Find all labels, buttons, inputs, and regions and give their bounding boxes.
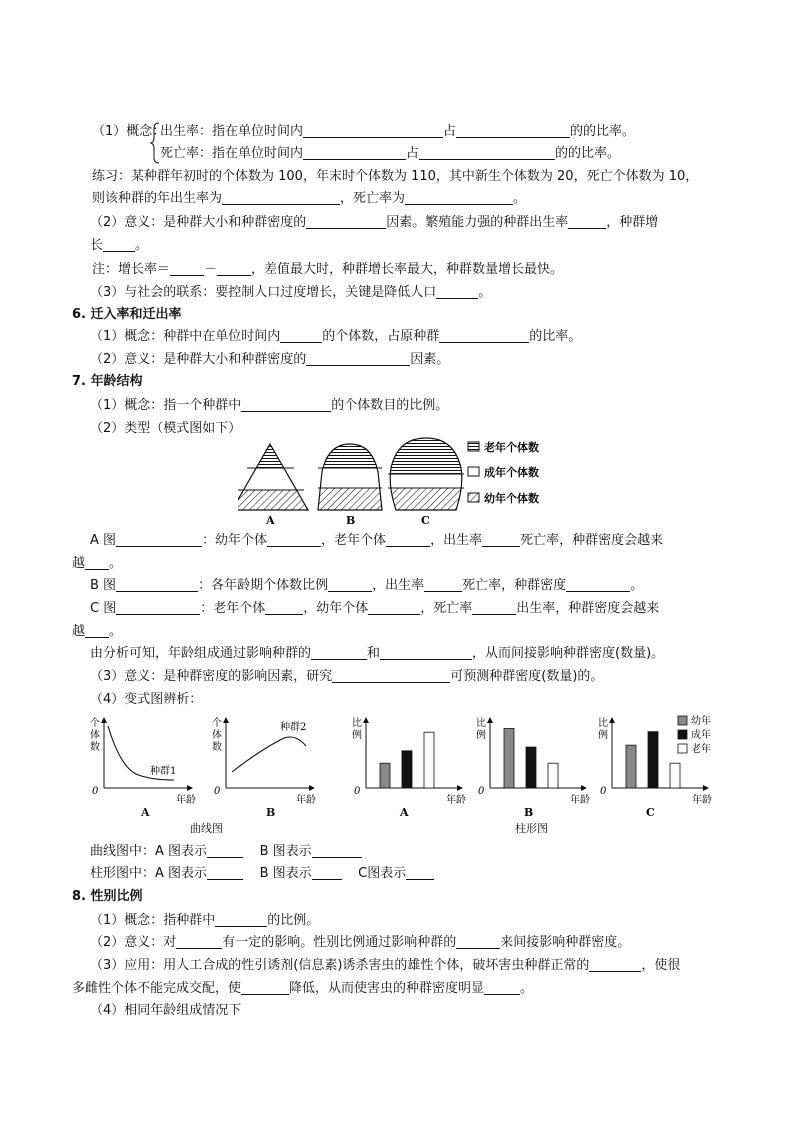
blank[interactable] <box>207 844 243 858</box>
blank[interactable] <box>306 215 386 229</box>
bar-origin: 0 <box>354 786 361 797</box>
curve-question: 曲线图中：A 图表示 B 图表示 <box>90 843 362 861</box>
blank[interactable] <box>265 601 303 615</box>
blank[interactable] <box>332 669 450 683</box>
fig-a-line-1: A 图 ：幼年个体 ，老年个体 ，出生率 死亡率，种群密度会越来 <box>90 533 664 548</box>
pyramid-a <box>238 436 318 510</box>
legend-old-swatch <box>468 442 479 451</box>
blank[interactable] <box>215 913 267 927</box>
legend-old: 老年个体数 <box>484 441 539 454</box>
age-concept: （1）概念：指一个种群中 的个体数目的比例。 <box>90 398 449 413</box>
bar-ylabel: 例 <box>476 730 486 741</box>
blank[interactable] <box>456 935 500 949</box>
curve-population-2 <box>232 737 306 772</box>
blank[interactable] <box>217 262 251 276</box>
bar-ylabel: 例 <box>598 730 608 741</box>
bar-b-0 <box>504 728 514 788</box>
curve-s2-label: 种群2 <box>280 722 307 733</box>
blank[interactable] <box>472 601 516 615</box>
blank[interactable] <box>380 646 472 660</box>
blank[interactable] <box>328 578 372 592</box>
blank[interactable] <box>116 578 198 592</box>
bar-a-2 <box>424 732 434 788</box>
blank[interactable] <box>267 533 321 547</box>
blank[interactable] <box>241 398 331 412</box>
section-title-sex: 8. 性别比例 <box>72 889 143 904</box>
bar-caption: C <box>646 806 655 819</box>
origin-label: 0 <box>214 786 221 797</box>
analysis-line: 由分析可知，年龄组成通过影响种群的 和 ，从而间接影响种群密度(数量)。 <box>90 646 665 661</box>
blank[interactable] <box>386 533 430 547</box>
pyramid-b <box>308 436 388 510</box>
migration-concept: （1）概念：种群中在单位时间内 的个体数，占原种群 的比率。 <box>90 329 582 344</box>
blank[interactable] <box>170 262 204 276</box>
migration-meaning: （2）意义：是种群大小和种群密度的 因素。 <box>90 352 450 367</box>
age-meaning: （3）意义：是种群密度的影响因素，研究 可预测种群密度(数量)的。 <box>90 669 604 684</box>
blank[interactable] <box>312 844 362 858</box>
curve-b-xlabel: 年龄 <box>296 795 316 806</box>
fig-c-line-2: 越 。 <box>72 624 123 639</box>
pyramid-label: A <box>266 514 275 527</box>
bar-xlabel: 年龄 <box>692 795 712 806</box>
bar-legend-label: 幼年 <box>691 716 711 727</box>
curve-charts <box>80 712 330 812</box>
legend-young-swatch <box>468 493 479 502</box>
blank[interactable] <box>482 533 520 547</box>
sex-concept: （1）概念：指种群中 的比例。 <box>90 913 320 928</box>
blank[interactable] <box>436 285 478 299</box>
blank[interactable] <box>312 866 342 880</box>
bar-caption: A <box>400 806 409 819</box>
bar-legend-label: 老年 <box>691 744 711 755</box>
bar-b-1 <box>526 747 536 788</box>
bar-a-0 <box>380 763 390 788</box>
legend-adult-swatch <box>468 467 479 476</box>
blank[interactable] <box>303 124 443 138</box>
age-types: （2）类型（模式图如下） <box>90 421 242 436</box>
bar-caption: B <box>524 806 534 819</box>
bar-ylabel: 比 <box>352 718 362 729</box>
curve-a-xlabel: 年龄 <box>176 795 196 806</box>
fig-b-line: B 图 ：各年龄期个体数比例 ，出生率 死亡率，种群密度 。 <box>90 578 644 593</box>
bar-chart-title: 柱形图 <box>515 822 548 835</box>
curve-caption-b: B <box>266 806 276 819</box>
blank[interactable] <box>116 533 202 547</box>
blank[interactable] <box>176 935 222 949</box>
same-age-heading: （4）相同年龄组成情况下 <box>90 1003 242 1018</box>
blank[interactable] <box>207 866 243 880</box>
blank[interactable] <box>405 191 513 205</box>
bar-c-1 <box>648 732 658 788</box>
origin-label: 0 <box>92 786 99 797</box>
society-line: （3）与社会的联系：要控制人口过度增长，关键是降低人口 。 <box>90 285 492 300</box>
blank[interactable] <box>484 981 520 995</box>
fig-c-line-1: C 图 ：老年个体 ，幼年个体 ，死亡率 出生率，种群密度会越来 <box>90 601 660 616</box>
birth-concept-prefix: （1）概念： <box>92 124 166 139</box>
blank[interactable] <box>103 238 135 252</box>
blank[interactable] <box>568 215 606 229</box>
bar-legend-swatch <box>678 744 687 753</box>
variant-heading: （4）变式图辨析： <box>90 692 203 707</box>
bar-origin: 0 <box>478 786 485 797</box>
blank[interactable] <box>424 578 462 592</box>
bar-a-1 <box>402 751 412 788</box>
bar-xlabel: 年龄 <box>570 795 590 806</box>
blank[interactable] <box>280 329 322 343</box>
sex-application-1: （3）应用：用人工合成的性引诱剂(信息素)诱杀害虫的雄性个体，破坏害虫种群正常的 ，使很 <box>90 958 681 973</box>
curve-a-ylabel: 个 <box>90 718 100 729</box>
curve-s1-label: 种群1 <box>150 766 177 777</box>
bar-charts <box>340 712 720 822</box>
bar-ylabel: 比 <box>598 718 608 729</box>
bar-b-2 <box>548 763 558 788</box>
blank[interactable] <box>406 866 434 880</box>
blank[interactable] <box>306 352 410 366</box>
bar-legend-swatch <box>678 716 687 725</box>
blank[interactable] <box>241 981 289 995</box>
age-pyramid-diagram <box>238 436 558 528</box>
blank[interactable] <box>456 124 570 138</box>
bar-ylabel: 比 <box>476 718 486 729</box>
bar-legend-swatch <box>678 730 687 739</box>
bar-c-2 <box>670 763 680 788</box>
blank[interactable] <box>85 624 109 638</box>
birth-meaning-line-1: （2）意义：是种群大小和种群密度的 因素。繁殖能力强的种群出生率 ，种群增 <box>90 215 659 230</box>
pyramid-label: C <box>421 514 430 527</box>
birth-meaning-line-2: 长 。 <box>90 238 149 253</box>
curve-chart-title: 曲线图 <box>190 822 223 835</box>
blank[interactable] <box>566 578 630 592</box>
curve-a-ylabel: 体 <box>90 730 100 741</box>
blank[interactable] <box>368 601 420 615</box>
fig-a-line-2: 越 。 <box>72 556 123 571</box>
curve-b-ylabel: 个 <box>212 718 222 729</box>
curve-a-ylabel: 数 <box>90 742 100 753</box>
exercise-line-1: 练习：某种群年初时的个体数为 100，年末时个体数为 110，其中新生个体数为 20，死亡个体数为 10， <box>92 169 699 184</box>
bar-xlabel: 年龄 <box>446 795 466 806</box>
bar-origin: 0 <box>600 786 607 797</box>
blank[interactable] <box>419 146 555 160</box>
legend-young: 幼年个体数 <box>484 492 539 505</box>
death-rate-line: 死亡率：指在单位时间内 占 的的比率。 <box>160 146 621 161</box>
exercise-line-2: 则该种群的年出生率为 ，死亡率为 。 <box>92 191 527 206</box>
bar-ylabel: 例 <box>352 730 362 741</box>
bar-c-0 <box>626 745 636 788</box>
blank[interactable] <box>303 146 406 160</box>
birth-rate-line: 出生率：指在单位时间内 占 的的比率。 <box>160 124 636 139</box>
pyramid-label: B <box>346 514 356 527</box>
blank[interactable] <box>439 329 529 343</box>
brace-icon <box>150 122 160 164</box>
blank[interactable] <box>589 958 641 972</box>
curve-caption-a: A <box>141 806 150 819</box>
growth-note: 注：增长率＝ － ，差值最大时，种群增长率最大，种群数量增长最快。 <box>92 262 564 277</box>
sex-application-2: 多雌性个体不能完成交配，使 降低，从而使害虫的种群密度明显 。 <box>72 981 534 996</box>
blank[interactable] <box>116 601 200 615</box>
blank[interactable] <box>311 646 367 660</box>
sex-meaning: （2）意义：对 有一定的影响。性别比例通过影响种群的 来间接影响种群密度。 <box>90 935 631 950</box>
legend-adult: 成年个体数 <box>484 466 539 479</box>
curve-b-ylabel: 体 <box>212 730 222 741</box>
blank[interactable] <box>85 556 109 570</box>
bar-question: 柱形图中：A 图表示 B 图表示 C图表示 <box>90 865 434 883</box>
blank[interactable] <box>222 191 340 205</box>
curve-b-ylabel: 数 <box>212 742 222 753</box>
section-title-migration: 6. 迁入率和迁出率 <box>72 307 182 322</box>
bar-legend-label: 成年 <box>691 730 711 741</box>
section-title-age: 7. 年龄结构 <box>72 374 143 389</box>
